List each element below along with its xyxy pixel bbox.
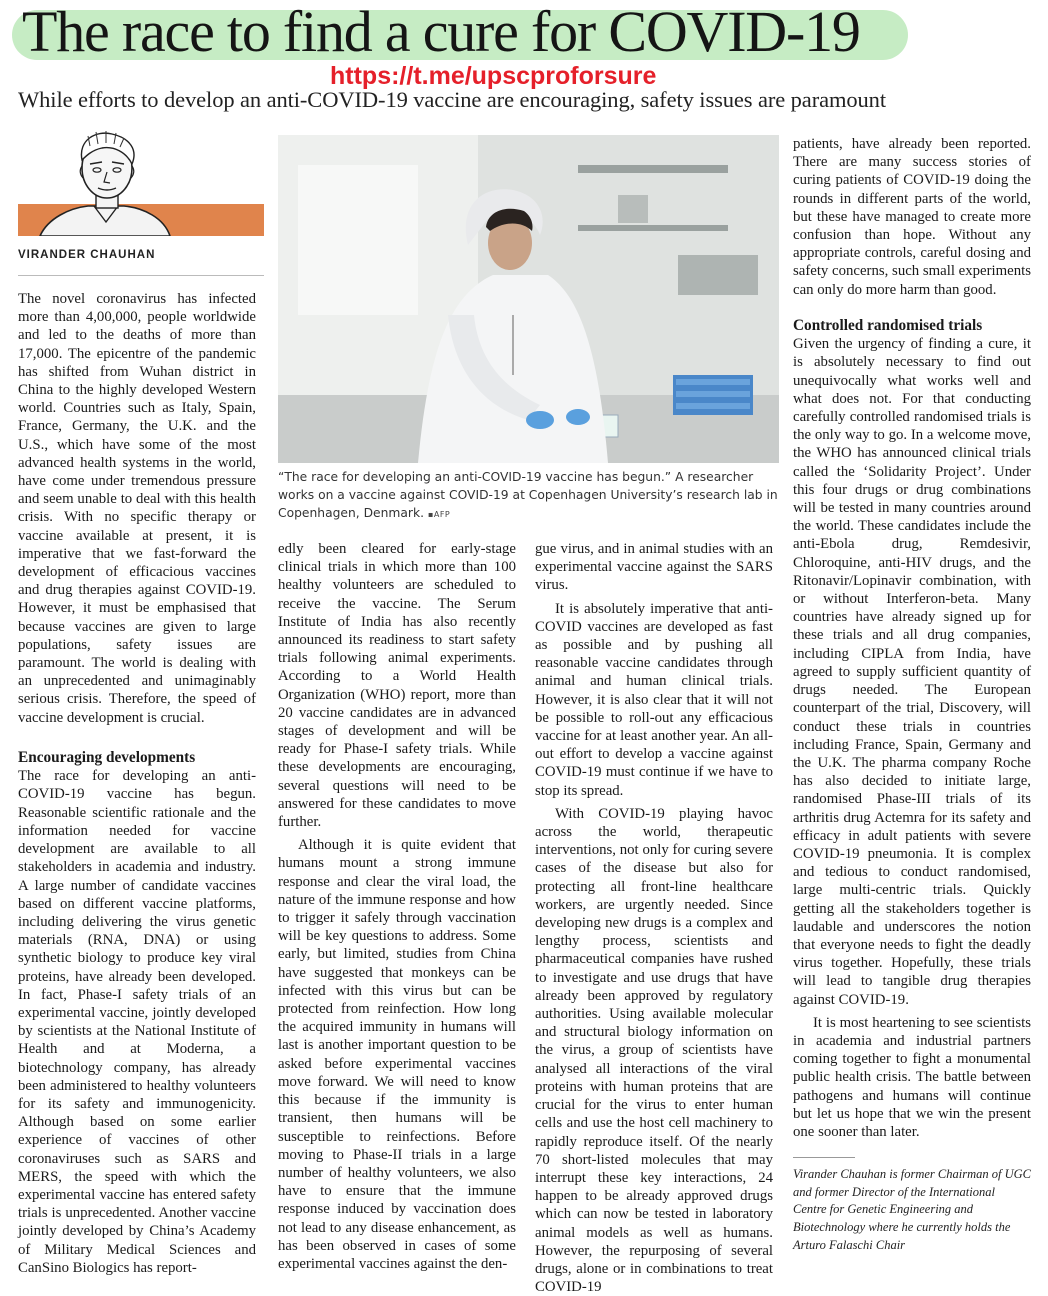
column-1 bbox=[18, 290, 256, 1277]
col4-paragraph-3: It is most heartening to see scientists in academia and industrial partners coming together to fight a monumental public health crisis. The battle between pathogens and humans will continue but let us hope that we win the present one sooner than later. bbox=[793, 1014, 1031, 1140]
photo-caption bbox=[278, 468, 783, 524]
col4-paragraph-1: patients, have already been reported. There are many success stories of curing patients of COVID-19 doing the rounds in different parts of the world, but these have managed to create more confusion than hope. Without any appropriate controls, careful dosing and safety concerns, such small experiments can only do more harm than good. bbox=[793, 136, 1031, 298]
photo-caption-text: “The race for developing an anti-COVID-19 vaccine has begun.” A researcher works on a vaccine against COVID-19 at Copenhagen University’s research lab in Copenhagen, Denmark. bbox=[278, 470, 778, 520]
col3-paragraph-3: With COVID-19 playing havoc across the world, therapeutic interventions, not only for curing severe cases of the disease but also for protecting all front-line healthcare workers, are urgently needed. Since developing new drugs is a complex and lengthy process, scientists and pharmaceutical companies have rushed to investigate and use drugs that have already been approved by regulatory authorities. Using available molecular and structural biology information on the virus, a group of scientists have analysed all interactions of the viral proteins with human proteins that are crucial for the virus to enter human cells and use the host cell machinery to rapidly reproduce itself. Of the nearly 70 short-listed molecules that may interrupt these key interactions, 24 happen to be already approved drugs which can now be tested in laboratory animal models as well as humans. However, the repurposing of several drugs, alone or in combinations to treat COVID-19 bbox=[535, 805, 773, 1296]
author-byline: VIRANDER CHAUHAN bbox=[18, 249, 156, 261]
col4-paragraph-2: Given the urgency of finding a cure, it is absolutely necessary to find out unequivocally what works well and what does not. For that conducting carefully controlled randomised trials is the only way to go. In a welcome move, the WHO has announced clinical trials called the ‘Solidarity Project’. Under this four drugs or drug combinations will be tested in many countries around the world. These candidates include the anti-Ebola drug, Remdesivir, Chloroquine, anti-HIV drugs, and the Ritonavir/Lopinavir combination, with or without Interferon-beta. Many countries have already signed up for these trials and all drug companies, including CIPLA from India, have agreed to supply sufficient quantity of drugs needed. The European counterpart of the trial, Discovery, will conduct these trials in countries including France, Spain, Germany and the U.K. The pharma company Roche has also decided to initiate large, randomised Phase-III trials of its arthritis drug Actemra for its safety and efficacy in adult patients with severe COVID-19 pneumonia. It is complex and tedious to conduct randomised, large multi-centric trials. Quickly getting all the stakeholders together is laudable and underscores the notion that everyone needs to fight the deadly virus together. Hopefully, these trials will lead to tangible drug therapies against COVID-19. bbox=[793, 336, 1031, 1008]
section-heading-encouraging: Encouraging developments bbox=[18, 748, 196, 766]
standfirst: While efforts to develop an anti-COVID-19 vaccine are encouraging, safety issues are paramount bbox=[18, 87, 886, 112]
byline-divider bbox=[18, 275, 264, 276]
col2-paragraph-2: Although it is quite evident that humans mount a strong immune response and clear the viral load, the nature of the immune response and how to trigger it safely through vaccination will be key questions to address. Some early, but limited, studies from China have suggested that monkeys can be infected with this virus but can be protected from reinfection. How long the acquired immunity in humans will last is another important question to be asked before experimental vaccines move forward. We will need to know this because if the immunity is transient, then humans will be susceptible to reinfections. Before moving to Phase-II trials in a large number of healthy volunteers, we also have to ensure that the immune response induced by vaccination does not lead to any disease enhancement, as has been observed in cases of some experimental vaccines against the den- bbox=[278, 837, 516, 1272]
headline-block bbox=[6, 2, 906, 64]
col2-paragraph-1: edly been cleared for early-stage clinical trials in which more than 100 healthy volunteers are scheduled to receive the vaccine. The Serum Institute of India has also recently announced its readiness to start safety trials following animal experiments. According to a World Health Organization (WHO) report, more than 20 vaccine candidates are in advanced stages of development and will be ready for Phase-I safety trials. While these developments are encouraging, several questions will need to be answered for these candidates to move further. bbox=[278, 541, 516, 831]
watermark-link[interactable]: https://t.me/upscproforsure bbox=[330, 62, 657, 90]
article-photo bbox=[278, 135, 779, 463]
bio-divider bbox=[793, 1157, 855, 1158]
section-heading-controlled-trials: Controlled randomised trials bbox=[793, 316, 983, 334]
col1-paragraph-1: The novel coronavirus has infected more than 4,00,000, people worldwide and led to the deaths of more than 17,000. The epicentre of the pandemic has shifted from Wuhan district in China to the highly developed Western world. Countries such as Italy, Spain, France, Germany, the U.K. and the U.S., which have some of the most advanced health systems in the world, have come under tremendous pressure and seem unable to deal with this health crisis. With no specific therapy or vaccine available at present, it is imperative that we fast-forward the development of efficacious vaccines and drug therapies against COVID-19. However, it must be emphasised that because vaccines are given to large populations, safety issues are paramount. The world is dealing with an unprecedented and unimaginably serious crisis. Therefore, the speed of vaccine development is crucial. bbox=[18, 291, 256, 726]
column-2 bbox=[278, 540, 516, 1273]
col3-paragraph-1: gue virus, and in animal studies with an experimental vaccine against the SARS virus. bbox=[535, 541, 773, 594]
col3-paragraph-2: It is absolutely imperative that anti-COVID vaccines are developed as fast as possible and by pushing all reasonable vaccine candidates through animal and human clinical trials. However, it is also clear that it will not be possible to roll-out any efficacious vaccine for at least another year. An all-out effort to develop a vaccine against COVID-19 must continue if we have to stop its spread. bbox=[535, 600, 773, 799]
col1-paragraph-2: The race for developing an anti-COVID-19 vaccine has begun. Reasonable scientific rationale and the information needed for vaccine development are available to all stakeholders in academia and industry. A large number of candidate vaccines based on different vaccine platforms, including delivering the virus genetic materials (RNA, DNA) or using synthetic biology to produce key viral proteins, have already been developed. In fact, Phase-I safety trials of an experimental vaccine, jointly developed by scientists at the National Institute of Health and at Moderna, a biotechnology company, has already been administered to healthy volunteers for its safety and immunogenicity. Although based on some earlier experience of vaccines of other coronaviruses such as SARS and MERS, the speed with which the experimental vaccine has entered safety trials is unprecedented. Another vaccine jointly developed by China’s Academy of Military Medical Sciences and CanSino Biologics has report- bbox=[18, 768, 256, 1276]
column-3 bbox=[535, 540, 773, 1296]
author-avatar bbox=[18, 126, 264, 236]
column-4 bbox=[793, 135, 1031, 1254]
author-bio: Virander Chauhan is former Chairman of UGC and former Director of the International Centre for Genetic Engineering and Biotechnology where he currently holds the Arturo Falaschi Chair bbox=[793, 1167, 1031, 1252]
headline: The race to find a cure for COVID-19 bbox=[22, 0, 860, 64]
photo-credit: ▪AFP bbox=[427, 510, 451, 519]
